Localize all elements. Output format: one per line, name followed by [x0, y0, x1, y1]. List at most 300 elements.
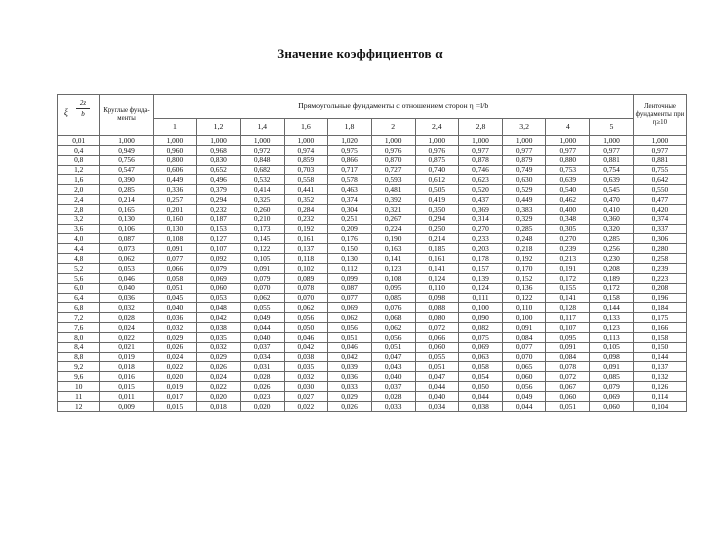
- alpha-value-cell: 0,032: [100, 303, 153, 313]
- alpha-value-cell: 0,875: [415, 155, 459, 165]
- alpha-value-cell: 0,102: [284, 263, 328, 273]
- table-row: [58, 372, 687, 382]
- alpha-value-cell: 0,087: [100, 234, 153, 244]
- alpha-value-cell: 0,095: [371, 283, 415, 293]
- alpha-value-cell: 0,051: [328, 332, 372, 342]
- alpha-value-cell: 0,214: [100, 195, 153, 205]
- xi-fraction-numerator: 2z: [76, 99, 90, 109]
- alpha-value-cell: 0,122: [240, 244, 284, 254]
- alpha-value-cell: 0,026: [153, 342, 197, 352]
- alpha-value-cell: 0,042: [284, 342, 328, 352]
- alpha-value-cell: 0,040: [240, 332, 284, 342]
- alpha-value-cell: 0,280: [633, 244, 686, 254]
- alpha-value-cell: 0,191: [546, 263, 590, 273]
- table-row: [58, 185, 687, 195]
- alpha-value-cell: 0,034: [240, 352, 284, 362]
- alpha-value-cell: 0,152: [502, 273, 546, 283]
- alpha-value-cell: 0,110: [415, 283, 459, 293]
- alpha-value-cell: 0,285: [100, 185, 153, 195]
- alpha-value-cell: 0,550: [633, 185, 686, 195]
- alpha-value-cell: 0,058: [459, 362, 503, 372]
- alpha-value-cell: 0,270: [546, 234, 590, 244]
- alpha-value-cell: 0,011: [100, 391, 153, 401]
- alpha-value-cell: 0,062: [100, 254, 153, 264]
- alpha-value-cell: 0,048: [197, 303, 241, 313]
- alpha-value-cell: 1,000: [240, 136, 284, 146]
- alpha-value-cell: 0,337: [633, 224, 686, 234]
- alpha-value-cell: 0,224: [371, 224, 415, 234]
- alpha-value-cell: 0,070: [240, 283, 284, 293]
- alpha-value-cell: 0,035: [284, 362, 328, 372]
- alpha-value-cell: 0,449: [502, 195, 546, 205]
- alpha-value-cell: 0,051: [153, 283, 197, 293]
- xi-value-cell: 6,4: [58, 293, 100, 303]
- rect-foundation-group-header: Прямоугольные фундаменты с отношением сторон η =l/b: [153, 95, 633, 119]
- alpha-value-cell: 0,133: [590, 313, 634, 323]
- alpha-value-cell: 0,213: [546, 254, 590, 264]
- alpha-value-cell: 0,881: [590, 155, 634, 165]
- alpha-value-cell: 0,153: [197, 224, 241, 234]
- alpha-value-cell: 0,068: [371, 313, 415, 323]
- eta-header-cell: 3,2: [502, 119, 546, 136]
- table-row: [58, 254, 687, 264]
- alpha-value-cell: 0,746: [459, 165, 503, 175]
- table-row: [58, 165, 687, 175]
- alpha-value-cell: 0,532: [240, 175, 284, 185]
- xi-fraction-denominator: b: [81, 110, 85, 119]
- alpha-value-cell: 0,481: [371, 185, 415, 195]
- alpha-value-cell: 0,038: [459, 401, 503, 411]
- alpha-value-cell: 0,080: [415, 313, 459, 323]
- alpha-value-cell: 0,040: [415, 391, 459, 401]
- alpha-value-cell: 0,419: [415, 195, 459, 205]
- alpha-value-cell: 0,160: [153, 214, 197, 224]
- alpha-value-cell: 0,170: [502, 263, 546, 273]
- alpha-value-cell: 0,201: [153, 204, 197, 214]
- alpha-value-cell: 0,285: [590, 234, 634, 244]
- alpha-value-cell: 0,257: [153, 195, 197, 205]
- alpha-value-cell: 0,284: [284, 204, 328, 214]
- alpha-value-cell: 0,055: [240, 303, 284, 313]
- alpha-value-cell: 0,078: [546, 362, 590, 372]
- alpha-value-cell: 0,974: [284, 145, 328, 155]
- xi-value-cell: 9,2: [58, 362, 100, 372]
- xi-value-cell: 0,01: [58, 136, 100, 146]
- alpha-value-cell: 0,305: [546, 224, 590, 234]
- alpha-value-cell: 0,062: [371, 323, 415, 333]
- alpha-value-cell: 0,022: [153, 362, 197, 372]
- alpha-value-cell: 0,060: [197, 283, 241, 293]
- alpha-value-cell: 0,078: [284, 283, 328, 293]
- alpha-value-cell: 0,073: [100, 244, 153, 254]
- alpha-value-cell: 0,192: [502, 254, 546, 264]
- alpha-value-cell: 0,161: [415, 254, 459, 264]
- alpha-value-cell: 0,040: [100, 283, 153, 293]
- alpha-value-cell: 0,089: [284, 273, 328, 283]
- alpha-value-cell: 0,039: [328, 362, 372, 372]
- alpha-value-cell: 1,000: [197, 136, 241, 146]
- alpha-value-cell: 0,593: [371, 175, 415, 185]
- alpha-value-cell: 0,033: [371, 401, 415, 411]
- alpha-value-cell: 0,063: [459, 352, 503, 362]
- alpha-value-cell: 0,024: [197, 372, 241, 382]
- alpha-value-cell: 0,230: [590, 254, 634, 264]
- eta-header-cell: 5: [590, 119, 634, 136]
- alpha-value-cell: 0,879: [502, 155, 546, 165]
- alpha-value-cell: 0,043: [371, 362, 415, 372]
- alpha-value-cell: 0,046: [284, 332, 328, 342]
- strip-foundation-header: Ленточные фундаменты при η≥10: [633, 95, 686, 136]
- alpha-value-cell: 0,066: [153, 263, 197, 273]
- table-row: [58, 283, 687, 293]
- alpha-value-cell: 0,070: [284, 293, 328, 303]
- alpha-value-cell: 0,069: [328, 303, 372, 313]
- alpha-value-cell: 0,800: [153, 155, 197, 165]
- alpha-value-cell: 0,410: [590, 204, 634, 214]
- alpha-value-cell: 0,118: [284, 254, 328, 264]
- alpha-value-cell: 0,144: [633, 352, 686, 362]
- alpha-value-cell: 0,058: [153, 273, 197, 283]
- alpha-value-cell: 0,350: [415, 204, 459, 214]
- alpha-value-cell: 0,054: [459, 372, 503, 382]
- alpha-value-cell: 0,267: [371, 214, 415, 224]
- alpha-value-cell: 1,000: [590, 136, 634, 146]
- alpha-value-cell: 1,000: [633, 136, 686, 146]
- alpha-value-cell: 0,755: [633, 165, 686, 175]
- alpha-value-cell: 0,157: [459, 263, 503, 273]
- alpha-value-cell: 0,463: [328, 185, 372, 195]
- alpha-value-cell: 0,062: [284, 303, 328, 313]
- alpha-value-cell: 0,383: [502, 204, 546, 214]
- alpha-value-cell: 0,374: [633, 214, 686, 224]
- alpha-value-cell: 0,218: [502, 244, 546, 254]
- xi-value-cell: 8,8: [58, 352, 100, 362]
- alpha-value-cell: 0,036: [153, 313, 197, 323]
- xi-value-cell: 4,4: [58, 244, 100, 254]
- alpha-value-cell: 0,185: [415, 244, 459, 254]
- alpha-value-cell: 0,260: [240, 204, 284, 214]
- alpha-value-cell: 0,046: [100, 273, 153, 283]
- alpha-value-cell: 0,496: [197, 175, 241, 185]
- alpha-value-cell: 0,091: [546, 342, 590, 352]
- alpha-value-cell: 0,251: [328, 214, 372, 224]
- alpha-value-cell: 0,187: [197, 214, 241, 224]
- alpha-value-cell: 0,203: [459, 244, 503, 254]
- alpha-value-cell: 0,578: [328, 175, 372, 185]
- xi-symbol: ξ: [64, 107, 68, 117]
- alpha-value-cell: 0,682: [240, 165, 284, 175]
- alpha-value-cell: 0,091: [153, 244, 197, 254]
- alpha-value-cell: 0,107: [197, 244, 241, 254]
- alpha-value-cell: 0,077: [328, 293, 372, 303]
- eta-header-cell: 1: [153, 119, 197, 136]
- table-row: [58, 155, 687, 165]
- alpha-value-cell: 0,136: [502, 283, 546, 293]
- alpha-value-cell: 0,065: [502, 362, 546, 372]
- table-row: [58, 293, 687, 303]
- alpha-value-cell: 0,977: [546, 145, 590, 155]
- alpha-value-cell: 0,972: [240, 145, 284, 155]
- alpha-value-cell: 0,740: [415, 165, 459, 175]
- alpha-value-cell: 0,032: [153, 323, 197, 333]
- alpha-value-cell: 1,000: [459, 136, 503, 146]
- alpha-value-cell: 0,184: [633, 303, 686, 313]
- alpha-value-cell: 0,038: [197, 323, 241, 333]
- alpha-value-cell: 0,754: [590, 165, 634, 175]
- alpha-value-cell: 0,477: [633, 195, 686, 205]
- alpha-value-cell: 0,233: [459, 234, 503, 244]
- alpha-value-cell: 0,053: [197, 293, 241, 303]
- eta-header-cell: 2,8: [459, 119, 503, 136]
- xi-value-cell: 6,0: [58, 283, 100, 293]
- alpha-value-cell: 0,223: [633, 273, 686, 283]
- alpha-value-cell: 0,072: [546, 372, 590, 382]
- alpha-value-cell: 0,130: [153, 224, 197, 234]
- alpha-value-cell: 0,032: [284, 372, 328, 382]
- alpha-value-cell: 0,056: [284, 313, 328, 323]
- alpha-value-cell: 0,270: [459, 224, 503, 234]
- alpha-value-cell: 0,026: [328, 401, 372, 411]
- alpha-value-cell: 0,123: [371, 263, 415, 273]
- xi-value-cell: 4,0: [58, 234, 100, 244]
- alpha-value-cell: 0,150: [328, 244, 372, 254]
- alpha-value-cell: 0,062: [240, 293, 284, 303]
- alpha-value-cell: 0,030: [284, 382, 328, 392]
- alpha-value-cell: 0,027: [284, 391, 328, 401]
- alpha-value-cell: 0,019: [153, 382, 197, 392]
- alpha-value-cell: 0,060: [590, 401, 634, 411]
- table-row: [58, 323, 687, 333]
- alpha-value-cell: 0,239: [546, 244, 590, 254]
- alpha-value-cell: 0,881: [633, 155, 686, 165]
- alpha-value-cell: 0,098: [590, 352, 634, 362]
- alpha-value-cell: 0,749: [502, 165, 546, 175]
- alpha-value-cell: 0,079: [240, 273, 284, 283]
- alpha-value-cell: 0,320: [590, 224, 634, 234]
- alpha-value-cell: 0,104: [633, 401, 686, 411]
- alpha-value-cell: 0,029: [328, 391, 372, 401]
- alpha-value-cell: 0,105: [240, 254, 284, 264]
- alpha-value-cell: 0,369: [459, 204, 503, 214]
- alpha-value-cell: 0,032: [197, 342, 241, 352]
- alpha-value-cell: 0,137: [284, 244, 328, 254]
- alpha-value-cell: 0,232: [284, 214, 328, 224]
- alpha-value-cell: 0,049: [502, 391, 546, 401]
- alpha-value-cell: 0,285: [502, 224, 546, 234]
- alpha-value-cell: 0,977: [459, 145, 503, 155]
- alpha-value-cell: 0,069: [459, 342, 503, 352]
- eta-header-cell: 2,4: [415, 119, 459, 136]
- alpha-value-cell: 0,072: [415, 323, 459, 333]
- alpha-value-cell: 0,623: [459, 175, 503, 185]
- alpha-value-cell: 0,044: [459, 391, 503, 401]
- alpha-value-cell: 0,091: [502, 323, 546, 333]
- alpha-value-cell: 0,329: [502, 214, 546, 224]
- alpha-value-cell: 0,968: [197, 145, 241, 155]
- alpha-value-cell: 0,066: [415, 332, 459, 342]
- alpha-value-cell: 0,639: [590, 175, 634, 185]
- alpha-value-cell: 0,060: [415, 342, 459, 352]
- alpha-value-cell: 0,044: [415, 382, 459, 392]
- alpha-value-cell: 0,336: [153, 185, 197, 195]
- alpha-value-cell: 0,098: [415, 293, 459, 303]
- alpha-value-cell: 0,130: [100, 214, 153, 224]
- alpha-value-cell: 0,352: [284, 195, 328, 205]
- alpha-value-cell: 0,717: [328, 165, 372, 175]
- alpha-value-cell: 0,050: [459, 382, 503, 392]
- alpha-value-cell: 0,111: [459, 293, 503, 303]
- table-row: [58, 313, 687, 323]
- alpha-value-cell: 0,392: [371, 195, 415, 205]
- alpha-value-cell: 1,000: [415, 136, 459, 146]
- alpha-value-cell: 0,630: [502, 175, 546, 185]
- alpha-value-cell: 0,020: [153, 372, 197, 382]
- alpha-value-cell: 0,830: [197, 155, 241, 165]
- table-row: [58, 273, 687, 283]
- alpha-value-cell: 0,949: [100, 145, 153, 155]
- alpha-value-cell: 0,020: [240, 401, 284, 411]
- alpha-value-cell: 0,067: [546, 382, 590, 392]
- alpha-value-cell: 0,060: [502, 372, 546, 382]
- alpha-value-cell: 0,088: [415, 303, 459, 313]
- alpha-value-cell: 0,250: [415, 224, 459, 234]
- alpha-value-cell: 0,040: [153, 303, 197, 313]
- alpha-value-cell: 0,178: [459, 254, 503, 264]
- alpha-value-cell: 0,976: [371, 145, 415, 155]
- alpha-value-cell: 0,141: [371, 254, 415, 264]
- eta-header-cell: 1,6: [284, 119, 328, 136]
- alpha-value-cell: 0,023: [240, 391, 284, 401]
- alpha-value-cell: 0,449: [153, 175, 197, 185]
- table-row: [58, 195, 687, 205]
- alpha-value-cell: 0,141: [415, 263, 459, 273]
- alpha-value-cell: 0,239: [633, 263, 686, 273]
- alpha-value-cell: 1,000: [546, 136, 590, 146]
- alpha-value-cell: 0,107: [546, 323, 590, 333]
- xi-value-cell: 8,0: [58, 332, 100, 342]
- alpha-value-cell: 0,015: [153, 401, 197, 411]
- table-body: [58, 136, 687, 412]
- alpha-value-cell: 0,606: [153, 165, 197, 175]
- xi-value-cell: 3,6: [58, 224, 100, 234]
- alpha-value-cell: 0,047: [415, 372, 459, 382]
- alpha-value-cell: 0,092: [197, 254, 241, 264]
- xi-value-cell: 0,4: [58, 145, 100, 155]
- alpha-value-cell: 0,114: [633, 391, 686, 401]
- xi-value-cell: 10: [58, 382, 100, 392]
- alpha-value-cell: 0,880: [546, 155, 590, 165]
- alpha-value-cell: 0,084: [546, 352, 590, 362]
- alpha-value-cell: 0,038: [284, 352, 328, 362]
- alpha-value-cell: 0,076: [371, 303, 415, 313]
- alpha-value-cell: 0,173: [240, 224, 284, 234]
- xi-value-cell: 11: [58, 391, 100, 401]
- alpha-value-cell: 0,021: [100, 342, 153, 352]
- alpha-value-cell: 0,009: [100, 401, 153, 411]
- alpha-value-cell: 0,033: [328, 382, 372, 392]
- table-row: [58, 145, 687, 155]
- eta-header-cell: 1,8: [328, 119, 372, 136]
- table-row: [58, 175, 687, 185]
- alpha-value-cell: 0,108: [371, 273, 415, 283]
- alpha-value-cell: 0,172: [546, 273, 590, 283]
- xi-fraction: [76, 99, 90, 118]
- alpha-value-cell: 0,756: [100, 155, 153, 165]
- alpha-value-cell: 0,110: [502, 303, 546, 313]
- alpha-value-cell: 0,547: [100, 165, 153, 175]
- alpha-value-cell: 0,053: [100, 263, 153, 273]
- alpha-value-cell: 0,325: [240, 195, 284, 205]
- table-row: [58, 204, 687, 214]
- alpha-value-cell: 0,075: [459, 332, 503, 342]
- alpha-value-cell: 0,112: [328, 263, 372, 273]
- table-row: [58, 244, 687, 254]
- alpha-value-cell: 0,294: [197, 195, 241, 205]
- alpha-value-cell: 0,166: [633, 323, 686, 333]
- table-row: [58, 391, 687, 401]
- alpha-value-cell: 0,130: [328, 254, 372, 264]
- alpha-value-cell: 0,975: [328, 145, 372, 155]
- alpha-value-cell: 0,175: [633, 313, 686, 323]
- alpha-value-cell: 0,079: [590, 382, 634, 392]
- alpha-value-cell: 0,878: [459, 155, 503, 165]
- alpha-value-cell: 0,294: [415, 214, 459, 224]
- alpha-value-cell: 0,029: [197, 352, 241, 362]
- alpha-value-cell: 0,022: [197, 382, 241, 392]
- alpha-value-cell: 0,047: [371, 352, 415, 362]
- alpha-value-cell: 0,126: [633, 382, 686, 392]
- xi-value-cell: 6,8: [58, 303, 100, 313]
- alpha-value-cell: 0,026: [240, 382, 284, 392]
- alpha-value-cell: 0,106: [100, 224, 153, 234]
- alpha-value-cell: 0,123: [590, 323, 634, 333]
- alpha-value-cell: 0,060: [546, 391, 590, 401]
- alpha-value-cell: 0,099: [328, 273, 372, 283]
- xi-value-cell: 1,2: [58, 165, 100, 175]
- alpha-value-cell: 0,051: [371, 342, 415, 352]
- alpha-value-cell: 0,029: [153, 332, 197, 342]
- eta-header-cell: 2: [371, 119, 415, 136]
- alpha-value-cell: 0,414: [240, 185, 284, 195]
- table-row: [58, 352, 687, 362]
- alpha-value-cell: 0,117: [546, 313, 590, 323]
- alpha-value-cell: 0,256: [590, 244, 634, 254]
- table-row: [58, 136, 687, 146]
- table-row: [58, 401, 687, 411]
- alpha-value-cell: 0,062: [328, 313, 372, 323]
- xi-value-cell: 9,6: [58, 372, 100, 382]
- xi-value-cell: 2,0: [58, 185, 100, 195]
- alpha-value-cell: 0,031: [240, 362, 284, 372]
- alpha-value-cell: 0,070: [502, 352, 546, 362]
- alpha-value-cell: 0,069: [197, 273, 241, 283]
- xi-value-cell: 1,6: [58, 175, 100, 185]
- alpha-value-cell: 0,124: [459, 283, 503, 293]
- alpha-value-cell: 0,190: [371, 234, 415, 244]
- alpha-value-cell: 0,079: [197, 263, 241, 273]
- alpha-value-cell: 0,208: [633, 283, 686, 293]
- xi-value-cell: 7,2: [58, 313, 100, 323]
- alpha-value-cell: 0,520: [459, 185, 503, 195]
- alpha-value-cell: 0,374: [328, 195, 372, 205]
- alpha-value-cell: 0,056: [371, 332, 415, 342]
- alpha-value-cell: 0,049: [240, 313, 284, 323]
- alpha-value-cell: 0,087: [328, 283, 372, 293]
- alpha-value-cell: 0,022: [284, 401, 328, 411]
- xi-value-cell: 8,4: [58, 342, 100, 352]
- table-row: [58, 382, 687, 392]
- alpha-value-cell: 0,105: [590, 342, 634, 352]
